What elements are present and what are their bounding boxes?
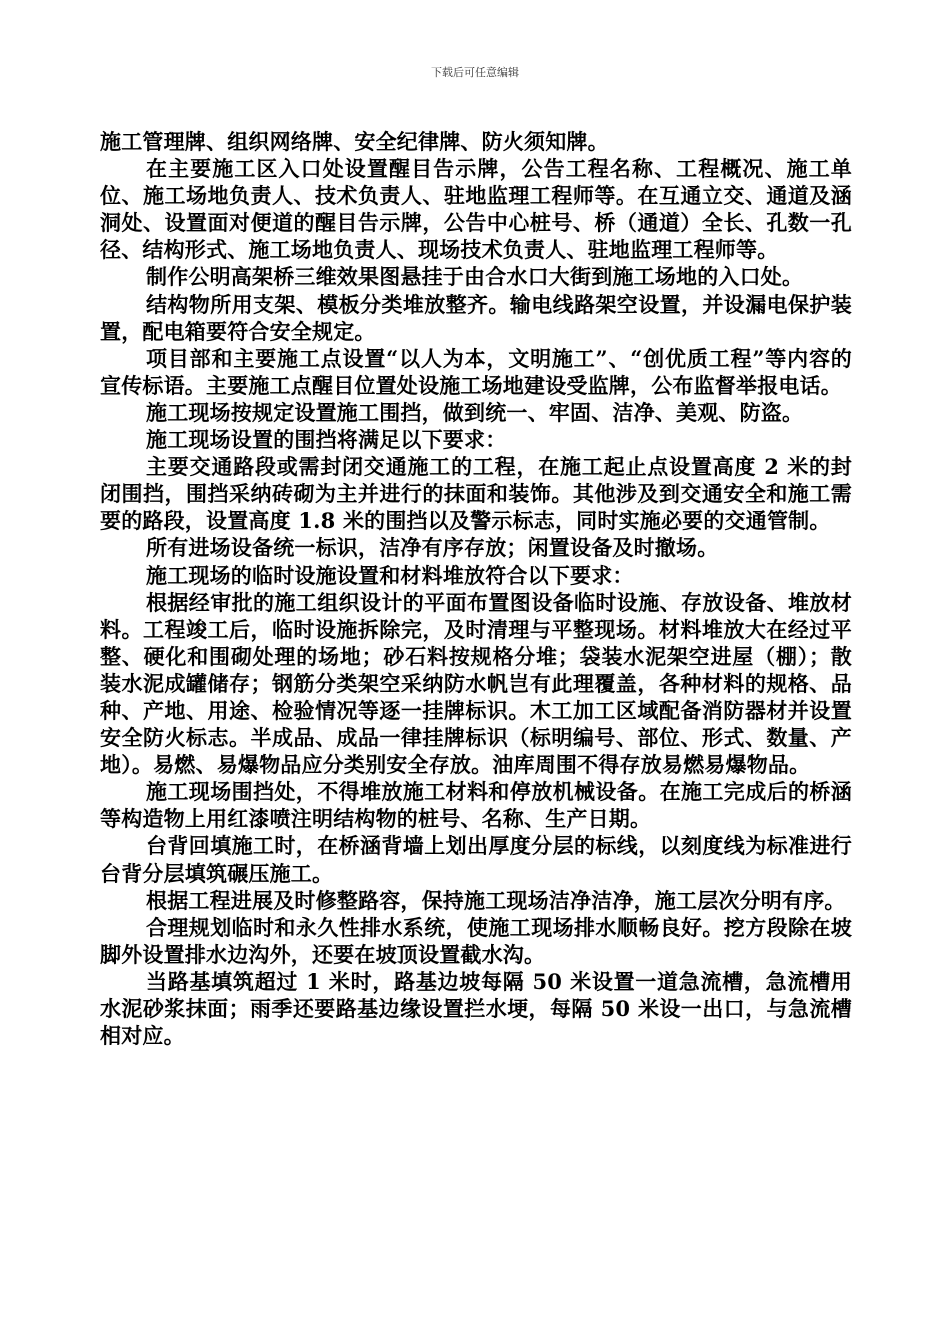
paragraph-10: 施工现场的临时设施设置和材料堆放符合以下要求： <box>146 562 634 588</box>
paragraph-13: 台背回填施工时，在桥涵背墙上划出厚度分层的标线，以刻度线为标准进行台背分层填筑碾压施工。 <box>100 833 852 886</box>
paragraph-8: 主要交通路段或需封闭交通施工的工程，在施工起止点设置高度 2 米的封闭围挡，围挡采纳砖砌为主并进行的抹面和装饰。其他涉及到交通安全和施工需要的路段，设置高度 1.8 米的围挡以及警示标志，同时实施必要的交通管制。 <box>100 454 852 534</box>
paragraph-6: 施工现场按规定设置施工围挡，做到统一、牢固、洁净、美观、防盗。 <box>146 399 804 425</box>
paragraph-5: 项目部和主要施工点设置“以人为本，文明施工”、“创优质工程”等内容的宣传标语。主要施工点醒目位置处设施工场地建设受监牌，公布监督举报电话。 <box>100 345 852 398</box>
paragraph-15: 合理规划临时和永久性排水系统，使施工现场排水顺畅良好。挖方段除在坡脚外设置排水边沟外，还要在坡顶设置截水沟。 <box>100 914 852 967</box>
paragraph-4: 结构物所用支架、模板分类堆放整齐。输电线路架空设置，并设漏电保护装置，配电箱要符合安全规定。 <box>100 291 852 344</box>
paragraph-7: 施工现场设置的围挡将满足以下要求： <box>146 427 507 453</box>
paragraph-1: 施工管理牌、组织网络牌、安全纪律牌、防火须知牌。 <box>100 129 609 154</box>
paragraph-2: 在主要施工区入口处设置醒目告示牌，公告工程名称、工程概况、施工单位、施工场地负责人、技术负责人、驻地监理工程师等。在互通立交、通道及涵洞处、设置面对便道的醒目告示牌，公告中心桩号、桥（通道）全长、孔数一孔径、结构形式、施工场地负责人、现场技术负责人、驻地监理工程师等。 <box>100 156 852 263</box>
document-body <box>100 128 852 1049</box>
paragraph-9: 所有进场设备统一标识，洁净有序存放；闲置设备及时撤场。 <box>146 535 719 561</box>
paragraph-12: 施工现场围挡处，不得堆放施工材料和停放机械设备。在施工完成后的桥涵等构造物上用红漆喷注明结构物的桩号、名称、生产日期。 <box>100 779 852 832</box>
paragraph-16: 当路基填筑超过 1 米时，路基边坡每隔 50 米设置一道急流槽，急流槽用水泥砂浆抹面；雨季还要路基边缘设置拦水埂，每隔 50 米设一出口，与急流槽相对应。 <box>100 968 852 1049</box>
paragraph-3: 制作公明高架桥三维效果图悬挂于由合水口大街到施工场地的入口处。 <box>146 264 804 290</box>
page-header: 下载后可任意编辑 <box>431 66 519 79</box>
paragraph-14: 根据工程进展及时修整路容，保持施工现场洁净洁净，施工层次分明有序。 <box>146 887 846 913</box>
paragraph-11: 根据经审批的施工组织设计的平面布置图设备临时设施、存放设备、堆放材料。工程竣工后，临时设施拆除完，及时清理与平整现场。材料堆放大在经过平整、硬化和围砌处理的场地；砂石料按规格分堆；袋装水泥架空进屋（棚）；散装水泥成罐储存；钢筋分类架空采纳防水帆岂有此理覆盖，各种材料的规格、品种、产地、用途、检验情况等逐一挂牌标识。木工加工区域配备消防器材并设置安全防火标志。半成品、成品一律挂牌标识（标明编号、部位、形式、数量、产地）。易燃、易爆物品应分类别安全存放。油库周围不得存放易燃易爆物品。 <box>100 589 852 778</box>
